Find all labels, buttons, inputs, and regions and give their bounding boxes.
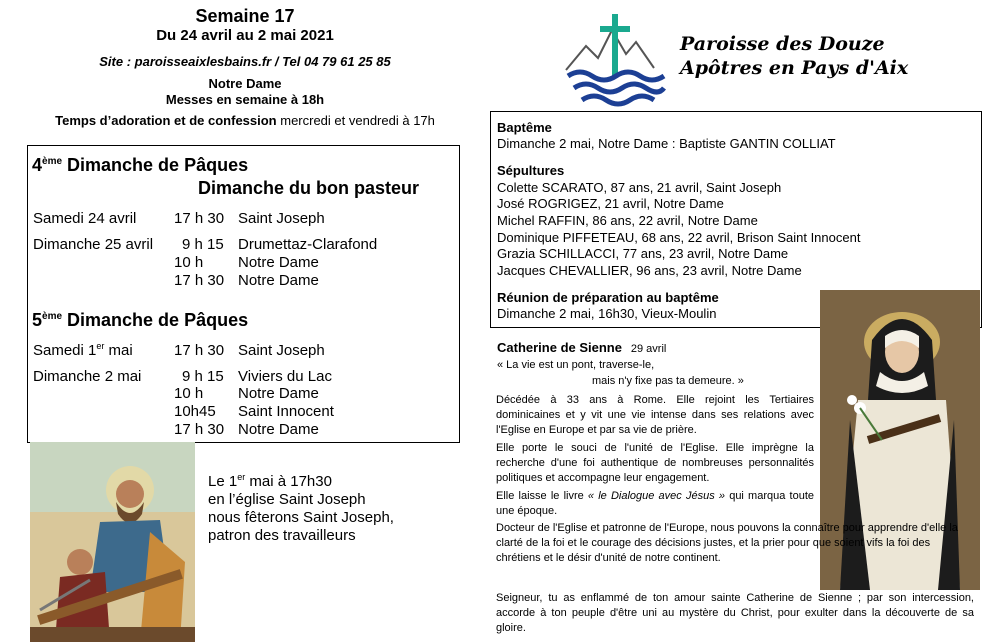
- weekday-mass: Messes en semaine à 18h: [165, 92, 325, 107]
- row-time: 10 h: [174, 254, 204, 271]
- row-time: 10h45: [174, 403, 216, 420]
- p3-book-title: « le Dialogue avec Jésus »: [587, 490, 726, 502]
- joseph-line4: patron des travailleurs: [208, 527, 356, 544]
- sunday4-title: [32, 155, 248, 176]
- row-place: Saint Joseph: [238, 342, 325, 359]
- sat-sup: er: [96, 341, 105, 351]
- row-time: 9 h 15: [182, 368, 224, 385]
- row-time: 17 h 30: [174, 272, 225, 289]
- funeral-entry: Colette SCARATO, 87 ans, 21 avril, Saint Joseph: [497, 180, 782, 195]
- row-place: Saint Innocent: [238, 403, 334, 420]
- sat-pre: Samedi 1: [33, 342, 97, 359]
- funerals-title: Sépultures: [497, 163, 565, 178]
- funeral-entry: Dominique PIFFETEAU, 68 ans, 22 avril, Brison Saint Innocent: [497, 230, 861, 245]
- catherine-paragraph-2: Elle porte le souci de l'unité de l'Eglise. Elle imprègne la recherche d'une foi authentique de nombreuses personnalités politiques et accompagne leur engagement.: [496, 442, 814, 484]
- parish-name-line2: Apôtres en Pays d'Aix: [680, 57, 909, 79]
- row-place: Saint Joseph: [238, 210, 325, 227]
- parish-name: [680, 32, 908, 80]
- catherine-paragraph-1: Décédée à 33 ans à Rome. Elle rejoint les Tertiaires dominicaines et y vit une vie intense dans ses relations avec l'Eglise en Europe et par sa vie de prière.: [496, 394, 814, 436]
- row-time: 17 h 30: [174, 210, 225, 227]
- row-day: Samedi 24 avril: [33, 210, 137, 227]
- row-place: Drumettaz-Clarafond: [238, 236, 378, 253]
- adoration-line: [0, 113, 490, 128]
- sunday5-num: 5: [32, 310, 43, 330]
- baptism-title: Baptême: [497, 120, 552, 135]
- parish-logo-icon: [564, 8, 674, 108]
- adoration-times: mercredi et vendredi à 17h: [276, 113, 435, 128]
- catherine-date: 29 avril: [630, 343, 667, 355]
- row-day: Dimanche 25 avril: [33, 236, 154, 253]
- sat-post: mai: [104, 342, 133, 359]
- funeral-entry: Jacques CHEVALLIER, 96 ans, 23 avril, Notre Dame: [497, 263, 802, 278]
- week-dates: Du 24 avril au 2 mai 2021: [156, 27, 334, 44]
- row-day: Dimanche 2 mai: [33, 368, 142, 385]
- week-title: Semaine 17: [195, 6, 295, 26]
- sunday5-label: Dimanche de Pâques: [62, 310, 249, 330]
- sunday5-sup: ème: [42, 311, 63, 322]
- joseph-line3: nous fêterons Saint Joseph,: [208, 509, 394, 526]
- row-time: 10 h: [174, 385, 204, 402]
- row-place: Notre Dame: [238, 385, 319, 402]
- row-time: 9 h 15: [182, 236, 224, 253]
- baptism-entry: Dimanche 2 mai, Notre Dame : Baptiste GANTIN COLLIAT: [497, 136, 836, 151]
- joseph-announcement: [208, 473, 394, 545]
- catherine-quote-line2: mais n'y fixe pas ta demeure. »: [592, 375, 744, 387]
- row-place: Viviers du Lac: [238, 368, 332, 385]
- row-place: Notre Dame: [238, 272, 319, 289]
- prep-title: Réunion de préparation au baptême: [497, 290, 719, 305]
- sunday4-sup: ème: [42, 156, 63, 167]
- catherine-prayer: Seigneur, tu as enflammé de ton amour sainte Catherine de Sienne ; par son intercession, accorde à ton peuple d'être uni au mystère du Christ, pour exulter dans la découverte de sa gloire.: [496, 592, 974, 634]
- sunday4-subtitle: Dimanche du bon pasteur: [198, 178, 420, 198]
- church-name: Notre Dame: [208, 76, 282, 91]
- joseph-l1-post: mai à 17h30: [245, 473, 332, 490]
- catherine-quote-line1: « La vie est un pont, traverse-le,: [497, 359, 655, 371]
- funeral-entry: José ROGRIGEZ, 21 avril, Notre Dame: [497, 196, 724, 211]
- row-place: Notre Dame: [238, 421, 319, 438]
- catherine-paragraph-3: [496, 489, 814, 519]
- parish-name-line1: Paroisse des Douze: [680, 33, 885, 55]
- catherine-paragraph-4: Docteur de l'Eglise et patronne de l'Europe, nous pouvons la connaître pour apprendre d'elle la clarté de la foi et le courage des décisions justes, et la prier pour que soient vifs la foi des chrétiens et le désir d'unité de notre continent.: [496, 522, 958, 564]
- joseph-line1: [208, 473, 394, 491]
- saint-joseph-image: [30, 442, 195, 642]
- p3-post: qui marqua toute une époque.: [496, 490, 814, 517]
- funeral-entry: Grazia SCHILLACCI, 77 ans, 23 avril, Notre Dame: [497, 246, 789, 261]
- row-place: Notre Dame: [238, 254, 319, 271]
- catherine-heading: [497, 339, 666, 357]
- prep-entry: Dimanche 2 mai, 16h30, Vieux-Moulin: [497, 306, 717, 321]
- row-time: 17 h 30: [174, 421, 225, 438]
- sunday5-title: [32, 310, 248, 331]
- site-phone[interactable]: Site : paroisseaixlesbains.fr / Tel 04 79 61 25 85: [99, 54, 391, 69]
- row-time: 17 h 30: [174, 342, 225, 359]
- adoration-label: Temps d’adoration et de confession: [55, 113, 277, 128]
- sunday4-num: 4: [32, 155, 43, 175]
- joseph-l1-sup: er: [237, 472, 246, 482]
- funeral-entry: Michel RAFFIN, 86 ans, 22 avril, Notre Dame: [497, 213, 758, 228]
- sunday4-label: Dimanche de Pâques: [62, 155, 249, 175]
- catherine-title: Catherine de Sienne: [497, 340, 622, 355]
- joseph-l1-pre: Le 1: [208, 473, 238, 490]
- row-day: [33, 342, 133, 359]
- p3-pre: Elle laisse le livre: [496, 490, 588, 502]
- joseph-line2: en l’église Saint Joseph: [208, 491, 366, 508]
